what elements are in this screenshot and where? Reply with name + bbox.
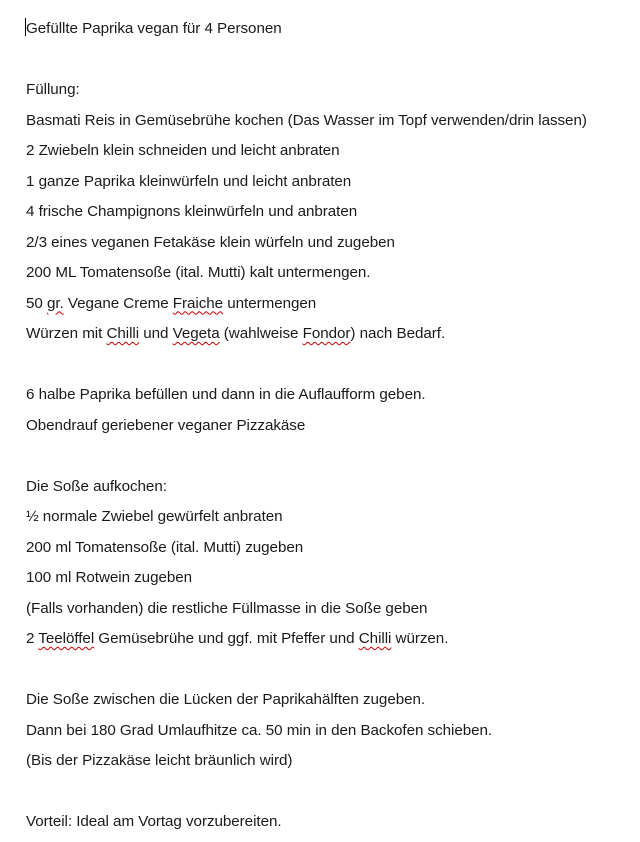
blank-line <box>26 777 636 808</box>
blank-line <box>26 655 636 686</box>
blank-line <box>26 441 636 472</box>
sauce-step: 200 ml Tomatensoße (ital. Mutti) zugeben <box>26 538 304 556</box>
sauce-step: 2 Teelöffel Gemüsebrühe und ggf. mit Pfeffer und Chilli würzen. <box>26 630 449 647</box>
sauce-step: (Falls vorhanden) die restliche Füllmasse in die Soße geben <box>26 599 428 617</box>
baking-step: Die Soße zwischen die Lücken der Paprikahälften zugeben. <box>26 691 426 708</box>
filling-step: Würzen mit Chilli und Vegeta (wahlweise Fondor) nach Bedarf. <box>26 325 446 342</box>
spellcheck-flagged-word[interactable]: Chilli <box>358 630 392 647</box>
recipe-note: Vorteil: Ideal am Vortag vorzubereiten. <box>26 813 282 830</box>
blank-line <box>26 45 636 76</box>
filling-step: 200 ML Tomatensoße (ital. Mutti) kalt untermengen. <box>26 264 371 281</box>
assembly-step: 6 halbe Paprika befüllen und dann in die Auflaufform geben. <box>26 386 426 403</box>
spellcheck-flagged-word[interactable]: Fraiche <box>172 294 224 312</box>
spellcheck-flagged-word[interactable]: Teelöffel <box>38 630 95 647</box>
filling-step: 4 frische Champignons kleinwürfeln und anbraten <box>26 203 358 220</box>
spellcheck-flagged-word[interactable]: Fondor <box>302 325 351 342</box>
sauce-step: ½ normale Zwiebel gewürfelt anbraten <box>26 508 283 525</box>
filling-step: 2 Zwiebeln klein schneiden und leicht anbraten <box>26 142 340 159</box>
sauce-heading: Die Soße aufkochen: <box>26 477 167 495</box>
blank-line <box>26 350 636 381</box>
filling-step: 50 gr. Vegane Creme Fraiche untermengen <box>26 294 317 312</box>
filling-step: 2/3 eines veganen Fetakäse klein würfeln und zugeben <box>26 233 395 251</box>
baking-step: (Bis der Pizzakäse leicht bräunlich wird) <box>26 752 293 769</box>
assembly-step: Obendrauf geriebener veganer Pizzakäse <box>26 416 306 434</box>
recipe-title: Gefüllte Paprika vegan für 4 Personen <box>26 20 282 37</box>
sauce-step: 100 ml Rotwein zugeben <box>26 569 193 586</box>
baking-step: Dann bei 180 Grad Umlaufhitze ca. 50 min in den Backofen schieben. <box>26 721 493 739</box>
spellcheck-flagged-word[interactable]: gr. <box>46 294 64 312</box>
filling-heading: Füllung: <box>26 81 80 98</box>
document-body[interactable] <box>26 14 636 838</box>
filling-step: 1 ganze Paprika kleinwürfeln und leicht anbraten <box>26 172 352 190</box>
spellcheck-flagged-word[interactable]: Vegeta <box>172 325 220 342</box>
filling-step: Basmati Reis in Gemüsebrühe kochen (Das Wasser im Topf verwenden/drin lassen) <box>26 111 587 129</box>
spellcheck-flagged-word[interactable]: Chilli <box>106 325 140 342</box>
